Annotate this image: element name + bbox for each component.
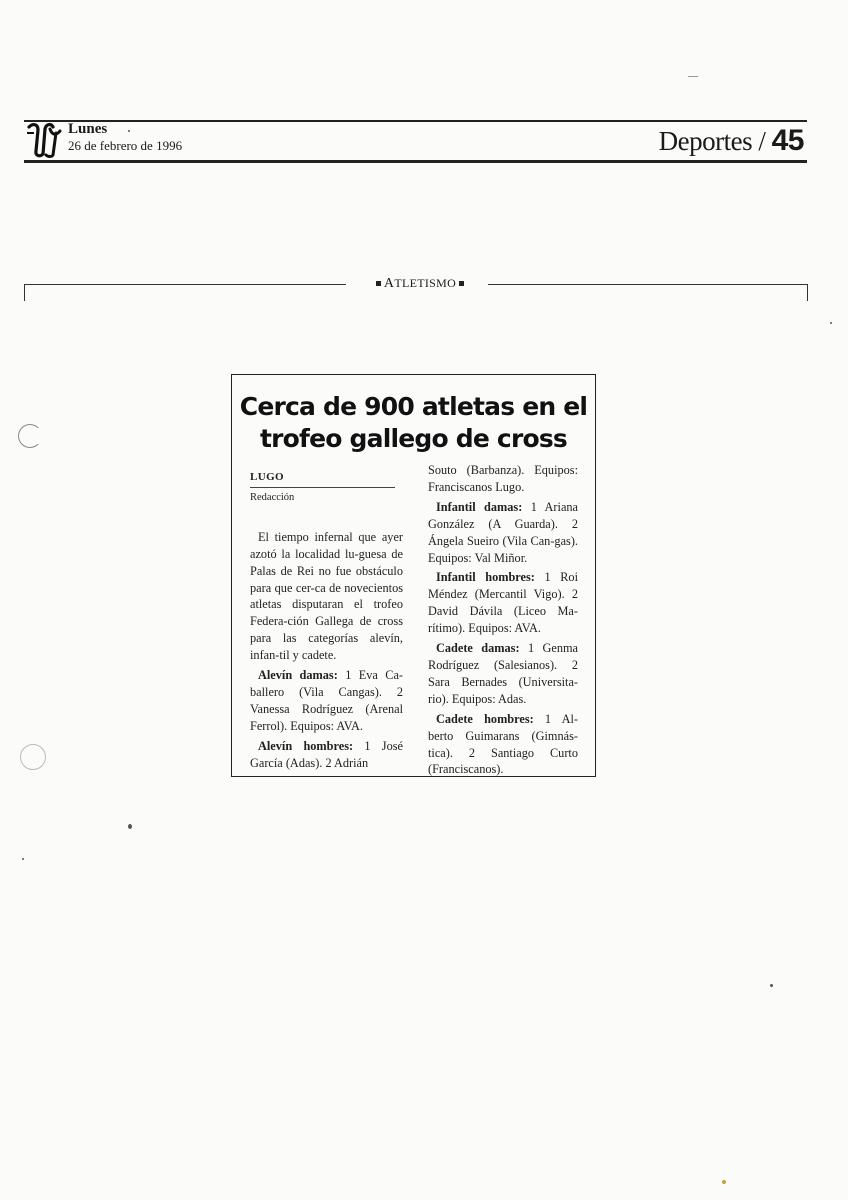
category-label: Cadete damas:	[436, 641, 520, 656]
section-name: Deportes	[658, 126, 753, 156]
result-paragraph	[428, 569, 578, 637]
masthead-date: 26 de febrero de 1996	[68, 138, 183, 153]
masthead-day: Lunes	[68, 121, 108, 137]
intro-paragraph: El tiempo infernal que ayer azotó la localidad lu-guesa de Palas de Rei no fue obstáculo para que cer-ca de novecientos atletas disputaran el trofeo Federa-ción Gallega de cross para las categorías alevín, infan-til y cadete.	[250, 529, 403, 663]
category-label: Infantil hombres:	[436, 570, 535, 585]
dateline: LUGO	[250, 471, 284, 483]
scan-speck	[688, 76, 698, 77]
category-text: 1 Genma Rodríguez (Salesianos). 2 Sara Bernades (Universita-rio). Equipos: Adas.	[428, 641, 578, 706]
result-paragraph	[428, 711, 578, 779]
article-headline	[232, 391, 595, 455]
rubric-right-line	[488, 284, 808, 285]
category-label: Cadete hombres:	[436, 711, 534, 726]
result-paragraph	[250, 738, 403, 772]
scan-speck	[22, 858, 24, 860]
article-column-left	[250, 469, 403, 775]
masthead-top-rule	[24, 120, 807, 122]
category-text: 1 Ariana González (A Guarda). 2 Ángela Sueiro (Vila Can-gas). Equipos: Val Miñor.	[428, 499, 579, 565]
result-paragraph	[250, 667, 403, 735]
category-label: Alevín damas:	[258, 668, 338, 683]
article-column-right	[428, 462, 578, 781]
continued-paragraph: Souto (Barbanza). Equipos: Franciscanos Lugo.	[428, 463, 578, 494]
category-text: 1 Roi Méndez (Mercantil Vigo). 2 David Dávila (Liceo Ma-rítimo). Equipos: AVA.	[428, 570, 578, 636]
rubric-left-tick	[24, 284, 25, 301]
punch-hole-mark	[20, 744, 46, 770]
dateline-rule	[250, 487, 395, 488]
scan-speck	[128, 130, 130, 132]
section-heading: Deportes / 45	[658, 124, 804, 157]
square-bullet-icon	[376, 281, 381, 286]
square-bullet-icon	[459, 281, 464, 286]
headline-line-1: Cerca de 900 atletas en el	[239, 392, 588, 421]
rubric-label	[360, 276, 480, 292]
rubric-left-line	[24, 284, 346, 285]
scan-speck	[722, 1180, 726, 1184]
rubric-initial: A	[383, 276, 395, 291]
scan-speck	[830, 322, 832, 324]
page-number: 45	[771, 124, 804, 157]
masthead-bottom-rule	[24, 160, 807, 163]
rubric-rest: TLETISMO	[394, 276, 457, 290]
scan-speck	[770, 984, 773, 987]
headline-line-2: trofeo gallego de cross	[259, 424, 568, 453]
category-text: 1 Al-berto Guimarans (Gimnás-tica). 2 Santiago Curto (Franciscanos).	[428, 711, 578, 777]
result-paragraph	[428, 640, 578, 708]
scan-speck	[128, 824, 132, 829]
category-label: Alevín hombres:	[258, 738, 354, 753]
rubric-right-tick	[807, 284, 808, 301]
byline: Redacción	[250, 491, 295, 503]
category-text: 1 Eva Ca-ballero (Vila Cangas). 2 Vanessa Rodríguez (Arenal Ferrol). Equipos: AVA.	[250, 668, 403, 733]
article-box	[231, 374, 596, 777]
result-paragraph	[428, 499, 578, 567]
newspaper-logo-icon	[26, 121, 66, 159]
category-label: Infantil damas:	[436, 499, 523, 514]
category-text: 1 José García (Adas). 2 Adrián	[250, 738, 403, 770]
punch-hole-mark	[18, 424, 42, 448]
